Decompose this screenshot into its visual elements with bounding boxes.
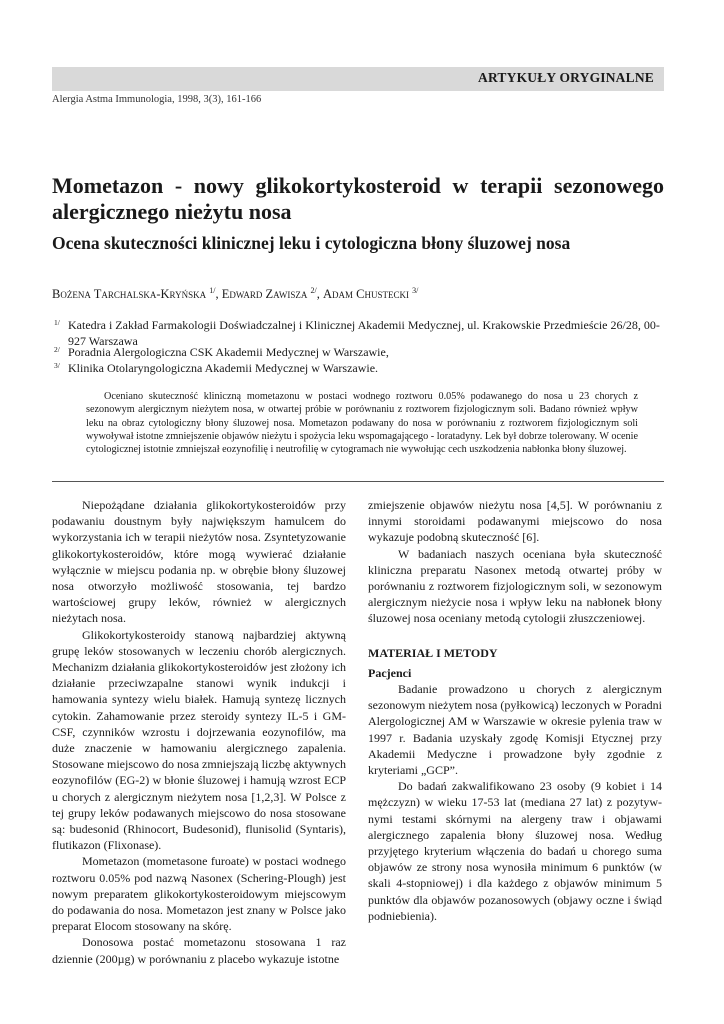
body-paragraph: Do badań zakwalifikowano 23 osoby (9 kobiet i 14 mężczyzn) w wieku 17-53 lat (mediana 27 lat) z pozytyw-nymi testami skórnymi na alergeny traw i objawami alergicznego zapalenia błony śluzowej nosa. Według przyjętego kryterium włączenia do badań u chorego suma objawów ze strony nosa wynosiła minimum 6 punktów (w skali 4-stopniowej) i dla każdego z objawów minimum 5 punktów dla objawów pozanosowych (objawy oczne i świąd podniebienia). [368, 779, 662, 923]
body-paragraph: zmiejszenie objawów nieżytu nosa [4,5]. W porównaniu z innymi storoidami podawanymi miejscowo do nosa wykazuje podobną skuteczność [6]. [368, 498, 662, 545]
affiliation-mark: 2/ [54, 345, 60, 354]
body-paragraph: W badaniach naszych oceniana była skuteczność kliniczna preparatu Nasonex metodą otwartej próby w porównaniu z roztworem fizjologicznym soli, w sezonowym alergicznym nieżycie nosa i wpływ leku na nabłonek błony śluzowej nosa oceniany metodą cytologii złuszczeniowej. [368, 546, 662, 626]
abstract: Oceniano skuteczność kliniczną mometazonu w postaci wodnego roztworu 0.05% podawanego do nosa u 23 chorych z sezonowym alergicznym nieżytem nosa, w otwartej próbie w porównaniu z roztworem fizjologicznym soli. Badano również wpływ leku na obraz cytologiczny błony śluzowej nosa. Mometazon podawany do nosa w porównaniu z roztworem fizjologicznym soli wywoływał istotne zmniejszenie objawów nieżytu i spożycia leku wspomagającego - loratadyny. Lek był dobrze tolerowany. W ocenie cytologicznej istotnie zmniejszał eozynofilię i neutrofilię w cytogramach nie wywołując cech uszkodzenia nabłonka błony śluzowej. [86, 391, 638, 456]
affiliation-item [54, 345, 668, 361]
author-affiliation-mark: 1/ [209, 286, 216, 295]
affiliation-item [54, 361, 668, 377]
affiliation-mark: 3/ [54, 361, 60, 370]
body-paragraph: Glikokortykosteroidy stanową najbardziej aktywną grupę leków stosowanych w leczeniu chorób alergicznych. Mechanizm działania glikokortykosteroidów jest złożony ich działanie przeciwzapalne stanowi wynik indukcji i hamowania syntezy wielu białek. Hamują syntezę licznych cytokin. Zahamowanie przez steroidy syntezy IL-5 i GM-CSF, czynników wzrostu i dojrzewania eozynofilów, ma duże znaczenie w hamowaniu alergicznego zapalenia. Stosowane miejscowo do nosa zmniejszają liczbę aktywnych eozynofilów (EG-2) w błonie śluzowej i hamują wzrost ECP u chorych z alergicznym nieżytem nosa [1,2,3]. W Polsce z tej grupy leków podawanych miejscowo do nosa stosowane są: budesonid (Rhinocort, Budesonid), flunisolid (Syntaris), flutikazon (Flixonase). [52, 627, 346, 853]
section-header-bar [52, 67, 664, 91]
author-list: Bożena Tarchalska-Kryńska $^{1/}$, Edward Zawisza $^{2/}$, Adam Chustecki $^{3/}$ [52, 286, 419, 302]
section-label: ARTYKUŁY ORYGINALNE [478, 70, 654, 85]
left-column [52, 497, 346, 967]
subsection-heading: Pacjenci [368, 665, 412, 680]
spacer [368, 627, 662, 645]
section-heading: MATERIAŁ I METODY [368, 645, 498, 660]
affiliation-mark: 1/ [54, 318, 60, 327]
journal-reference: Alergia Astma Immunologia, 1998, 3(3), 161-166 [52, 94, 262, 105]
body-paragraph: Donosowa postać mometazonu stosowana 1 raz dziennie (200µg) w porównaniu z placebo wykazuje istotne [52, 935, 346, 966]
article-subtitle: Ocena skuteczności klinicznej leku i cytologiczna błony śluzowej nosa [52, 233, 571, 253]
right-column [368, 497, 662, 924]
author-name: Edward Zawisza [221, 287, 308, 302]
body-paragraph: Badanie prowadzono u chorych z alergicznym sezonowym nieżytem nosa (pyłkowicą) leczonych w Poradni Alergologicznej AM w Warszawie w okresie pylenia traw w 1997 r. Badania uzyskały zgodę Komisji Etycznej przy Akademii Medyczne i prowadzone były zgodnie z kryteriami „GCP”. [368, 682, 662, 778]
body-paragraph: Mometazon (mometasone furoate) w postaci wodnego roztworu 0.05% pod nazwą Nasonex (Schering-Plough) jest nowym preparatem glikokortykosteroidowym miejscowym do podawania do nosa. Mometazon jest znany w Polsce jako preparat Elocom stosowany na skórę. [52, 854, 346, 934]
article-title: Mometazon - nowy glikokortykosteroid w terapii sezonowego alergicznego nieżytu nosa [52, 173, 664, 224]
author-name: Adam Chustecki [322, 287, 409, 302]
body-paragraph: Niepożądane działania glikokortykosteroidów przy podawaniu doustnym były największym hamulcem do wykorzystania ich w terapii nieżytów nosa. Zsyntetyzowanie glikokortykosteroidów, które mogą wywierać działanie wyłącznie w miejscu podania np. w obrębie błony śluzowej nosa otworzyło możliwość stosowania, tej bardzo wartościowej grupy leków, również w alergicznych nieżytach nosa. [52, 498, 346, 626]
author-affiliation-mark: 3/ [412, 286, 419, 295]
affiliation-text: Poradnia Alergologiczna CSK Akademii Medycznej w Warszawie, [68, 345, 389, 359]
divider [52, 481, 664, 482]
affiliation-text: Klinika Otolaryngologiczna Akademii Medycznej w Warszawie. [68, 361, 379, 375]
affiliation-text: Katedra i Zakład Farmakologii Doświadczalnej i Klinicznej Akademii Medycznej, ul. Krakowskie Przedmieście 26/28, 00-927 Warszawa [68, 318, 660, 348]
author-name: Bożena Tarchalska-Kryńska [52, 287, 207, 302]
author-affiliation-mark: 2/ [310, 286, 317, 295]
